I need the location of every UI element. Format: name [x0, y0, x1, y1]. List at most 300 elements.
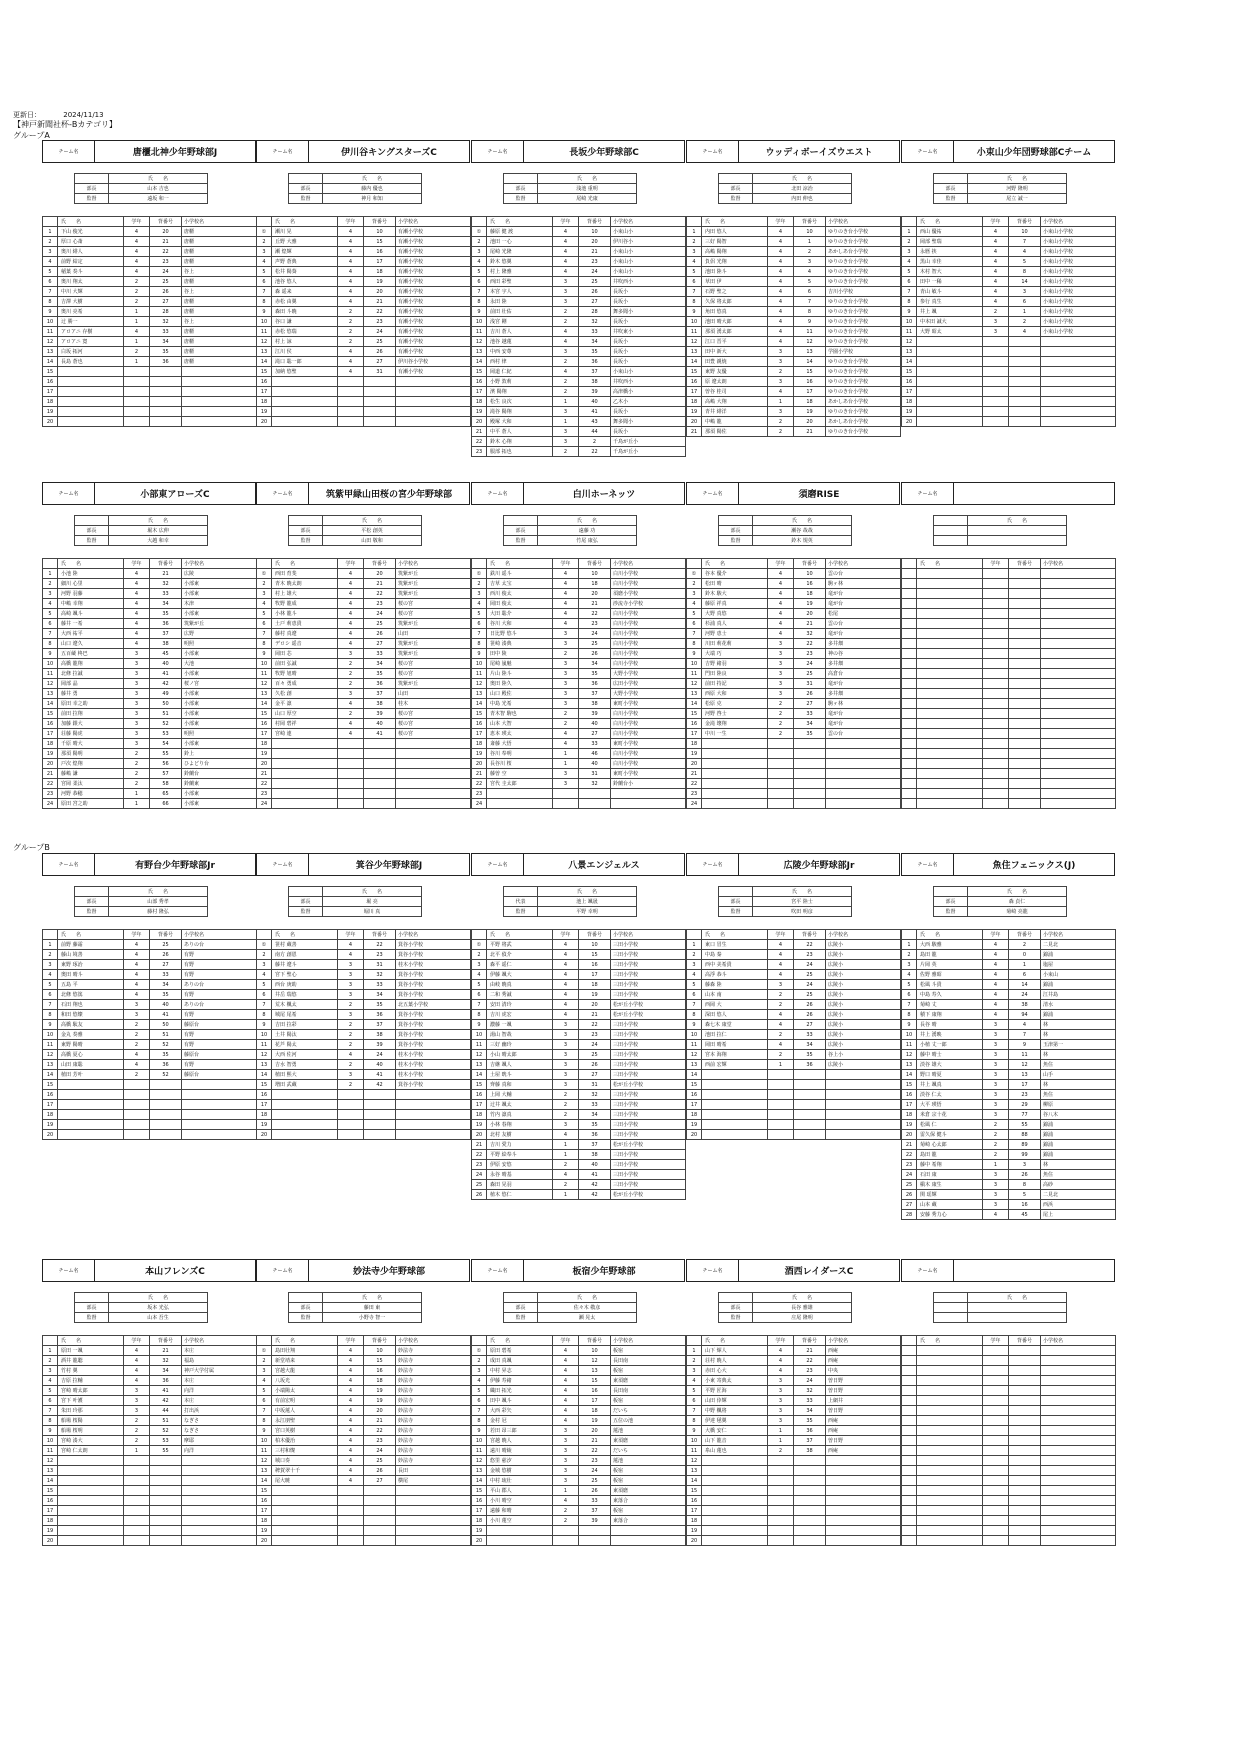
row-number: ① [257, 569, 272, 579]
player-number: 35 [364, 1000, 396, 1010]
staff-role: 監督 [934, 907, 968, 917]
roster-header-row [43, 217, 257, 227]
player-grade: 4 [338, 940, 364, 950]
staff-header-blank [719, 174, 753, 184]
player-school: 小部東 [182, 669, 257, 679]
player-school: 二見北 [1041, 940, 1116, 950]
player-number: 26 [794, 1010, 826, 1020]
player-school: 小部東 [182, 789, 257, 799]
player-school: 桜の宮 [396, 669, 471, 679]
player-name: 奥川 翔太 [58, 277, 124, 287]
player-grade: 3 [553, 1466, 579, 1476]
table-row [902, 950, 1116, 960]
row-number: 7 [43, 1000, 58, 1010]
row-number [902, 699, 917, 709]
player-number: 32 [794, 629, 826, 639]
table-row [902, 1150, 1116, 1160]
row-number: 3 [257, 247, 272, 257]
player-grade: 4 [338, 1356, 364, 1366]
staff-name: 神月 和知 [323, 194, 422, 204]
player-number [1009, 779, 1041, 789]
table-row [257, 970, 471, 980]
player-school: 筑紫が丘 [396, 569, 471, 579]
row-number [902, 679, 917, 689]
row-number [902, 1536, 917, 1546]
player-school: 広田小学校 [611, 679, 686, 689]
staff-name: 藤内 優也 [323, 184, 422, 194]
staff-table [933, 1292, 1067, 1323]
row-number: 12 [687, 1456, 702, 1466]
team-name-box [471, 853, 685, 876]
table-row [43, 1526, 257, 1536]
table-row [687, 1060, 901, 1070]
row-number: 11 [43, 327, 58, 337]
table-row [43, 1426, 257, 1436]
player-grade: 4 [553, 1496, 579, 1506]
player-school: 高砂 [1041, 1180, 1116, 1190]
player-school: 箕谷小学校 [396, 1020, 471, 1030]
staff-name: 堀木 広伸 [109, 526, 208, 536]
player-grade [768, 1090, 794, 1100]
table-row [43, 237, 257, 247]
roster-header-row [902, 559, 1116, 569]
player-grade [983, 397, 1009, 407]
player-number: 25 [579, 277, 611, 287]
player-grade: 4 [124, 1356, 150, 1366]
player-number [364, 1110, 396, 1120]
row-number: 21 [687, 427, 702, 437]
player-number: 10 [579, 940, 611, 950]
player-grade: 3 [553, 437, 579, 447]
player-number: 22 [364, 1426, 396, 1436]
row-number: 13 [43, 1060, 58, 1070]
row-number: 24 [43, 799, 58, 809]
player-number: 18 [364, 267, 396, 277]
player-number: 6 [1009, 970, 1041, 980]
player-number: 36 [150, 357, 182, 367]
player-school [1041, 347, 1116, 357]
player-grade: 3 [768, 669, 794, 679]
staff-header-name: 氏 名 [538, 1293, 637, 1303]
player-school: 唐櫃 [182, 297, 257, 307]
team-name: 有野台少年野球部Jr [135, 861, 215, 871]
player-school: 小部東 [182, 799, 257, 809]
staff-name: 竹尾 康弘 [538, 536, 637, 546]
player-school: 高津橋小 [611, 387, 686, 397]
player-name: 島田 龍 [917, 950, 983, 960]
player-school: 小束山小学校 [1041, 237, 1116, 247]
row-number: 21 [472, 1140, 487, 1150]
player-name: 齊藤 真和 [487, 1080, 553, 1090]
player-number: 25 [364, 337, 396, 347]
table-row [43, 367, 257, 377]
table-row [902, 227, 1116, 237]
player-name: 片岡 英 [917, 960, 983, 970]
player-number: 21 [794, 1346, 826, 1356]
player-number: 15 [579, 950, 611, 960]
row-number: 16 [257, 719, 272, 729]
table-row [257, 337, 471, 347]
player-number: 16 [579, 960, 611, 970]
table-row [687, 367, 901, 377]
player-grade [124, 1110, 150, 1120]
player-name [58, 1080, 124, 1090]
player-number: 19 [579, 990, 611, 1000]
player-school: 藤原台 [182, 1070, 257, 1080]
table-row [472, 1050, 686, 1060]
row-number: 8 [257, 639, 272, 649]
player-number [794, 1496, 826, 1506]
roster-header-school: 小学校名 [611, 217, 686, 227]
player-name [917, 1386, 983, 1396]
player-school [396, 1120, 471, 1130]
player-name: 井上 湧映 [917, 1030, 983, 1040]
staff-row [75, 1303, 208, 1313]
table-row [472, 1486, 686, 1496]
row-number: 7 [257, 1406, 272, 1416]
team-name-box [256, 140, 470, 163]
row-number [902, 1346, 917, 1356]
player-number: 32 [150, 579, 182, 589]
row-number: 13 [43, 1466, 58, 1476]
player-school: 大池 [182, 659, 257, 669]
player-school: 板宿 [611, 1346, 686, 1356]
table-row [257, 1486, 471, 1496]
player-number: 23 [1009, 1090, 1041, 1100]
player-number: 33 [150, 589, 182, 599]
row-number: 13 [902, 1060, 917, 1070]
player-school: あかしあ台小学校 [826, 417, 901, 427]
player-number: 77 [1009, 1110, 1041, 1120]
player-grade: 4 [338, 357, 364, 367]
table-row [472, 357, 686, 367]
player-school: 西浜 [1041, 1200, 1116, 1210]
table-row [902, 579, 1116, 589]
roster-header-grade: 学年 [768, 930, 794, 940]
player-name: 池田 晴大郎 [702, 317, 768, 327]
player-school: 小束山小学校 [1041, 287, 1116, 297]
team-name-box [471, 1259, 685, 1282]
table-row [902, 990, 1116, 1000]
table-row [687, 1376, 901, 1386]
team-block [686, 140, 900, 437]
player-school: 錦浦 [1041, 950, 1116, 960]
table-row [43, 1040, 257, 1050]
roster-header-no [687, 559, 702, 569]
row-number: 16 [472, 377, 487, 387]
player-name: 大野 真悠 [702, 609, 768, 619]
table-row [472, 689, 686, 699]
player-school: 妙法寺 [396, 1366, 471, 1376]
player-name: 森七木 康堂 [702, 1020, 768, 1030]
player-grade [553, 1526, 579, 1536]
row-number: 18 [257, 397, 272, 407]
player-grade [338, 417, 364, 427]
table-row [472, 247, 686, 257]
row-number: 7 [257, 287, 272, 297]
table-row [472, 287, 686, 297]
roster-header-grade: 学年 [338, 1336, 364, 1346]
player-name: 吉原 拉輔 [58, 1376, 124, 1386]
player-name [272, 1486, 338, 1496]
player-school: 山田 [396, 689, 471, 699]
table-row [902, 277, 1116, 287]
player-grade [124, 1456, 150, 1466]
staff-name: 遠坂 和一 [109, 194, 208, 204]
row-number: 17 [687, 1506, 702, 1516]
player-grade: 4 [124, 267, 150, 277]
player-number: 37 [794, 1436, 826, 1446]
roster-header-grade: 学年 [983, 930, 1009, 940]
player-grade: 4 [768, 277, 794, 287]
team-block [901, 140, 1115, 427]
player-name [917, 589, 983, 599]
row-number: 5 [902, 980, 917, 990]
row-number: 1 [902, 227, 917, 237]
player-school [396, 377, 471, 387]
player-school: 唐櫃 [182, 257, 257, 267]
player-school [182, 1090, 257, 1100]
player-school: 妙法寺 [396, 1446, 471, 1456]
player-grade: 4 [768, 940, 794, 950]
player-name: 久松 創 [272, 689, 338, 699]
row-number: 13 [257, 347, 272, 357]
row-number: 3 [687, 247, 702, 257]
player-number: 16 [364, 247, 396, 257]
player-grade: 4 [768, 247, 794, 257]
player-name [917, 417, 983, 427]
player-grade: 2 [553, 387, 579, 397]
row-number: 4 [472, 1376, 487, 1386]
player-name: 木村 智大 [917, 267, 983, 277]
player-number: 36 [579, 1130, 611, 1140]
player-grade: 2 [124, 1426, 150, 1436]
row-number: 9 [687, 307, 702, 317]
player-grade [338, 407, 364, 417]
player-number: 10 [364, 1346, 396, 1356]
player-number [794, 1080, 826, 1090]
staff-row [504, 536, 637, 546]
player-number [364, 1100, 396, 1110]
player-school: 有野 [182, 970, 257, 980]
table-row [687, 357, 901, 367]
player-name: 遠藤 和晴 [487, 1506, 553, 1516]
player-number: 35 [150, 990, 182, 1000]
player-number: 24 [794, 659, 826, 669]
player-number: 25 [794, 669, 826, 679]
player-grade: 3 [553, 1070, 579, 1080]
player-school: 駒ヶ林 [826, 579, 901, 589]
player-name: 増田 武蔵 [272, 1080, 338, 1090]
player-grade: 3 [768, 1396, 794, 1406]
player-name: 中西 安尊 [487, 347, 553, 357]
staff-role: 部長 [75, 1303, 109, 1313]
table-row [472, 779, 686, 789]
player-name [917, 729, 983, 739]
player-number: 24 [579, 267, 611, 277]
player-school [396, 407, 471, 417]
staff-header-name: 氏 名 [538, 516, 637, 526]
table-row [257, 579, 471, 589]
roster-header-no [43, 217, 58, 227]
player-grade: 4 [553, 1396, 579, 1406]
player-number: 33 [150, 970, 182, 980]
player-grade: 2 [768, 367, 794, 377]
player-name [917, 569, 983, 579]
staff-header-name: 氏 名 [968, 516, 1067, 526]
staff-table [288, 173, 422, 204]
row-number: 16 [687, 1496, 702, 1506]
player-number: 31 [364, 367, 396, 377]
row-number: 20 [687, 1130, 702, 1140]
player-grade: 3 [983, 1030, 1009, 1040]
table-row [472, 1426, 686, 1436]
player-name [272, 407, 338, 417]
player-name: 負侶 光翔 [702, 257, 768, 267]
table-row [687, 1020, 901, 1030]
table-row [257, 1396, 471, 1406]
player-name: 青木 暁太朗 [272, 579, 338, 589]
table-row [257, 1120, 471, 1130]
player-name: 山田 康聡 [58, 1060, 124, 1070]
staff-name: 尾崎 光康 [538, 194, 637, 204]
player-school [611, 1536, 686, 1546]
staff-role: 監督 [719, 536, 753, 546]
player-number: 13 [1009, 1070, 1041, 1080]
table-row [472, 1506, 686, 1516]
player-number [1009, 569, 1041, 579]
player-name [58, 377, 124, 387]
staff-name: 藤村 隆弘 [109, 907, 208, 917]
team-name-box [42, 482, 256, 505]
table-row [687, 669, 901, 679]
row-number: 2 [902, 237, 917, 247]
player-number [150, 397, 182, 407]
player-number [364, 759, 396, 769]
row-number: 15 [902, 1080, 917, 1090]
player-number: 10 [579, 1346, 611, 1356]
player-grade: 4 [983, 950, 1009, 960]
staff-role: 監督 [289, 907, 323, 917]
staff-header-blank [934, 516, 968, 526]
player-grade: 2 [338, 1060, 364, 1070]
staff-table [74, 886, 208, 917]
roster-header-number: 背番号 [150, 930, 182, 940]
team-name-label: チーム名 [687, 483, 739, 504]
row-number: 6 [902, 277, 917, 287]
player-grade [124, 1496, 150, 1506]
table-row [687, 599, 901, 609]
player-number: 31 [579, 1080, 611, 1090]
player-number [794, 789, 826, 799]
table-row [687, 639, 901, 649]
player-number: 2 [579, 437, 611, 447]
staff-name [968, 1313, 1067, 1323]
player-number [794, 1506, 826, 1516]
roster-header-no [472, 1336, 487, 1346]
player-name [702, 1110, 768, 1120]
row-number: 12 [472, 679, 487, 689]
player-number: 19 [579, 1416, 611, 1426]
player-grade: 1 [124, 1446, 150, 1456]
player-name: 安藤 秀力心 [917, 1210, 983, 1220]
player-name [917, 799, 983, 809]
table-row [687, 247, 901, 257]
row-number: 9 [687, 1426, 702, 1436]
row-number: 4 [257, 970, 272, 980]
player-name: 若田 昂三郎 [487, 1426, 553, 1436]
player-name: 声野 蒼典 [272, 257, 338, 267]
player-number [364, 739, 396, 749]
row-number: 18 [43, 739, 58, 749]
player-number [150, 1110, 182, 1120]
player-grade: 4 [983, 247, 1009, 257]
staff-role [934, 1303, 968, 1313]
player-school: 白川小学校 [611, 759, 686, 769]
player-number: 21 [150, 569, 182, 579]
player-school: 明照 [182, 729, 257, 739]
player-number: 39 [364, 709, 396, 719]
team-block [471, 853, 685, 1200]
table-row [43, 719, 257, 729]
player-name [702, 1506, 768, 1516]
table-row [43, 799, 257, 809]
player-number [150, 1526, 182, 1536]
player-school [182, 387, 257, 397]
row-number: 15 [43, 367, 58, 377]
row-number: 12 [687, 679, 702, 689]
row-number: 4 [687, 257, 702, 267]
player-name: 田豊 親焼 [702, 357, 768, 367]
player-grade: 3 [553, 1120, 579, 1130]
player-school: 三田小学校 [611, 1130, 686, 1140]
player-name [702, 799, 768, 809]
player-school [1041, 569, 1116, 579]
table-row [43, 1100, 257, 1110]
row-number: 19 [902, 407, 917, 417]
player-number: 65 [150, 789, 182, 799]
player-grade: 3 [553, 1050, 579, 1060]
table-row [687, 1100, 901, 1110]
player-school [1041, 749, 1116, 759]
player-name: 小野 敦莉 [487, 377, 553, 387]
player-school: 神の谷 [826, 649, 901, 659]
player-school: 駒ヶ林 [826, 699, 901, 709]
row-number: 18 [257, 1110, 272, 1120]
table-row [472, 940, 686, 950]
table-row [472, 799, 686, 809]
player-school [1041, 1396, 1116, 1406]
player-grade: 4 [983, 990, 1009, 1000]
staff-header-name: 氏 名 [538, 887, 637, 897]
player-number [364, 769, 396, 779]
player-number [1009, 629, 1041, 639]
player-number [1009, 1466, 1041, 1476]
player-number [794, 1486, 826, 1496]
player-grade: 2 [768, 1446, 794, 1456]
staff-table [933, 886, 1067, 917]
staff-name: 森 貞仁 [968, 897, 1067, 907]
table-row [687, 990, 901, 1000]
staff-header-name: 氏 名 [753, 174, 852, 184]
player-name: 小川 晴空 [487, 1496, 553, 1506]
player-name: 中村 昇志 [487, 1366, 553, 1376]
player-grade [768, 1100, 794, 1110]
player-school [182, 1536, 257, 1546]
staff-role: 監督 [75, 194, 109, 204]
row-number: 6 [43, 990, 58, 1000]
player-school: 小束山小 [611, 367, 686, 377]
